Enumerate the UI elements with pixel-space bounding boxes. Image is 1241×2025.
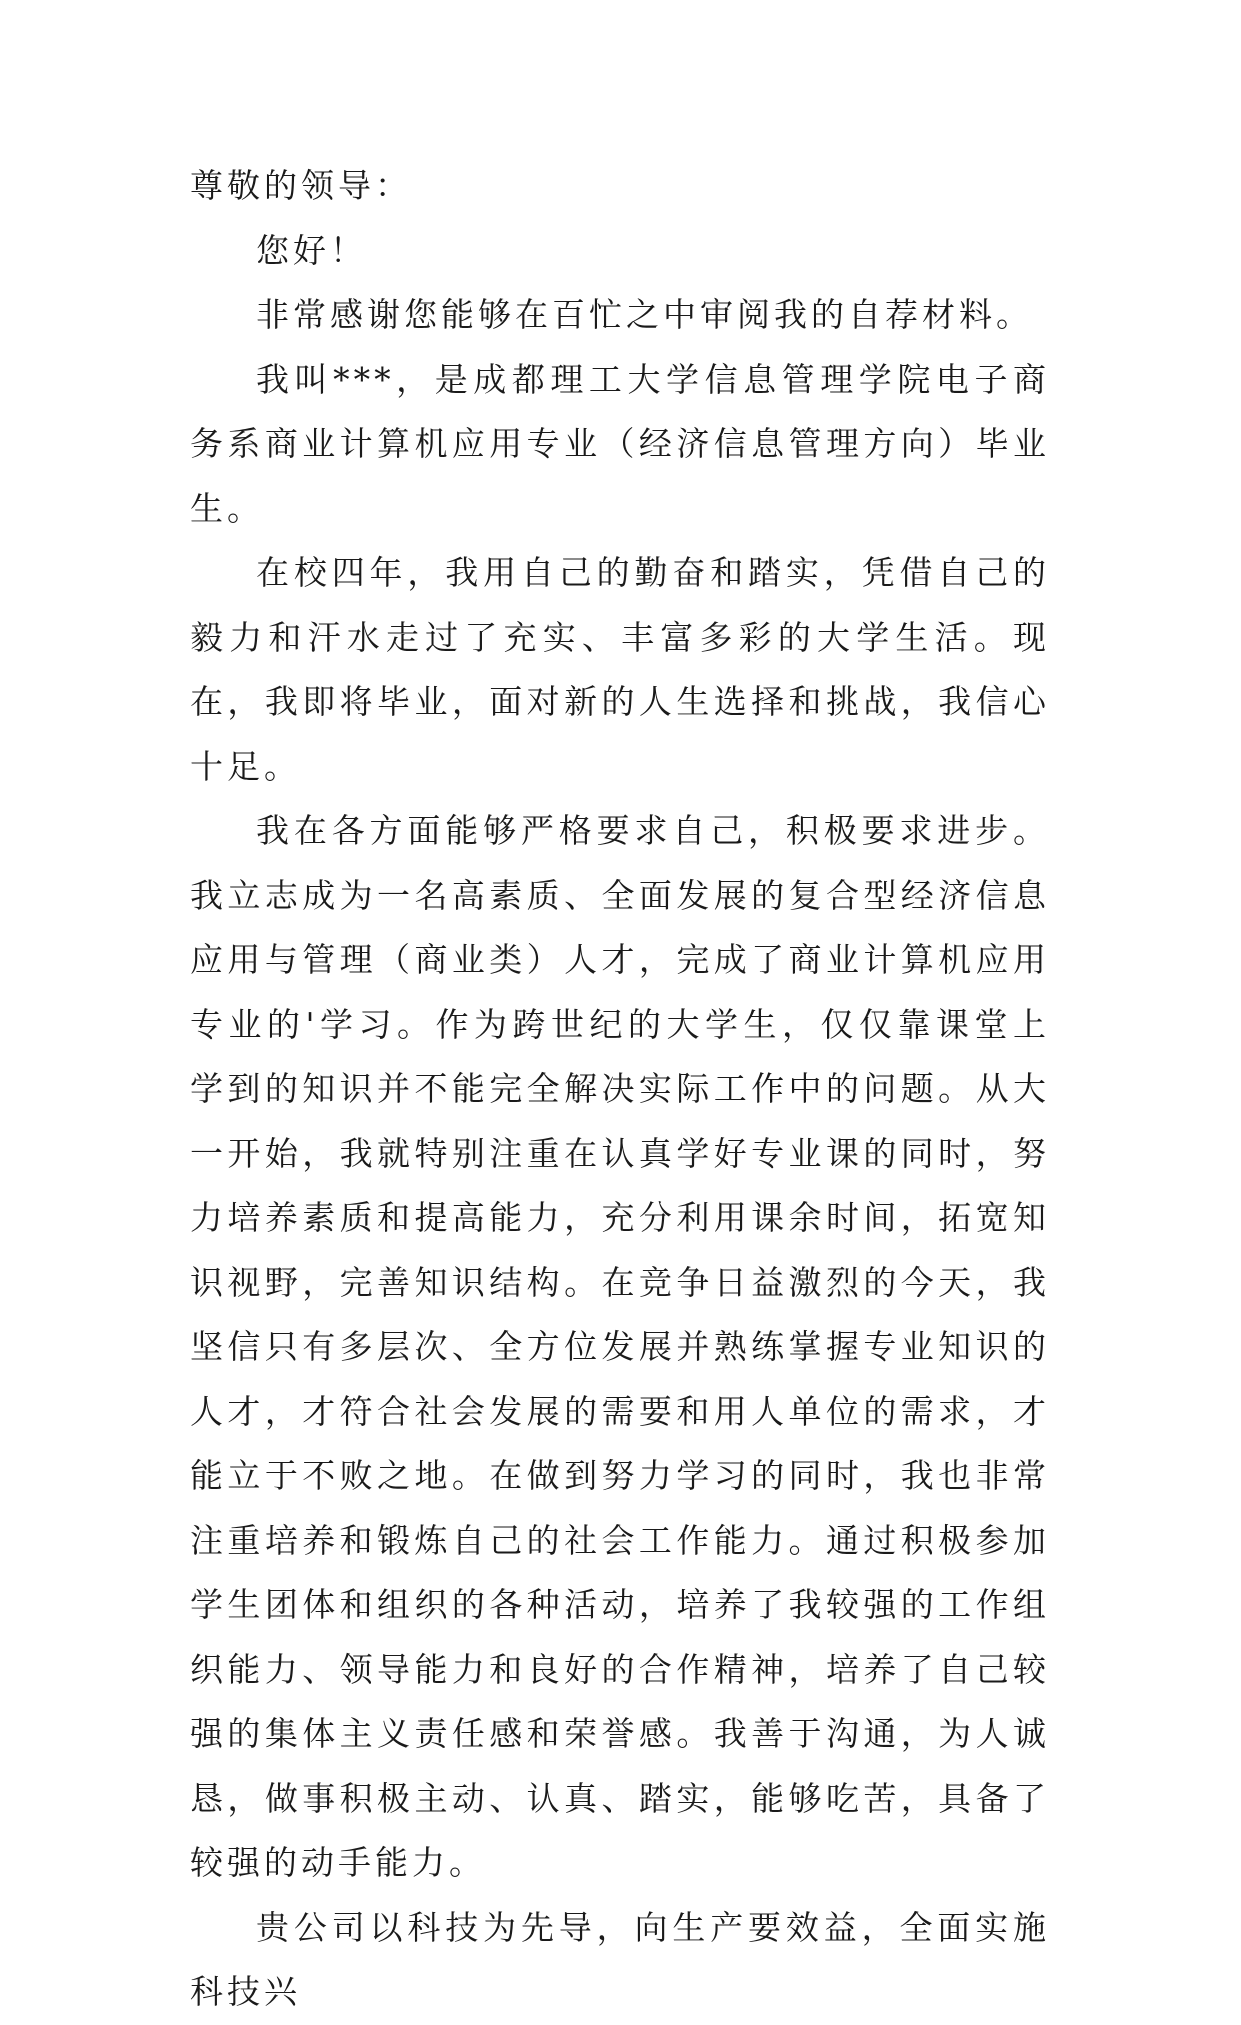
cover-letter-body xyxy=(190,154,1050,2025)
paragraph-university-life: 在校四年，我用自己的勤奋和踏实，凭借自己的毅力和汗水走过了充实、丰富多彩的大学生活。现在，我即将毕业，面对新的人生选择和挑战，我信心十足。 xyxy=(190,553,1050,786)
paragraph-introduction: 我叫***，是成都理工大学信息管理学院电子商务系商业计算机应用专业（经济信息管理方向）毕业生。 xyxy=(190,359,1050,528)
greeting: 您好！ xyxy=(256,230,367,270)
paragraph-company: 贵公司以科技为先导，向生产要效益，全面实施科技兴 xyxy=(190,1907,1050,2011)
paragraph-self-assessment: 我在各方面能够严格要求自己，积极要求进步。我立志成为一名高素质、全面发展的复合型经济信息应用与管理（商业类）人才，完成了商业计算机应用专业的'学习。作为跨世纪的大学生，仅仅靠课堂上学到的知识并不能完全解决实际工作中的问题。从大一开始，我就特别注重在认真学好专业课的同时，努力培养素质和提高能力，充分利用课余时间，拓宽知识视野，完善知识结构。在竞争日益激烈的今天，我坚信只有多层次、全方位发展并熟练掌握专业知识的人才，才符合社会发展的需要和用人单位的需求，才能立于不败之地。在做到努力学习的同时，我也非常注重培养和锻炼自己的社会工作能力。通过积极参加学生团体和组织的各种活动，培养了我较强的工作组织能力、领导能力和良好的合作精神，培养了自己较强的集体主义责任感和荣誉感。我善于沟通，为人诚恳，做事积极主动、认真、踏实，能够吃苦，具备了较强的动手能力。 xyxy=(190,811,1050,1882)
salutation: 尊敬的领导： xyxy=(190,166,412,205)
paragraph-thanks: 非常感谢您能够在百忙之中审阅我的自荐材料。 xyxy=(256,295,1033,334)
